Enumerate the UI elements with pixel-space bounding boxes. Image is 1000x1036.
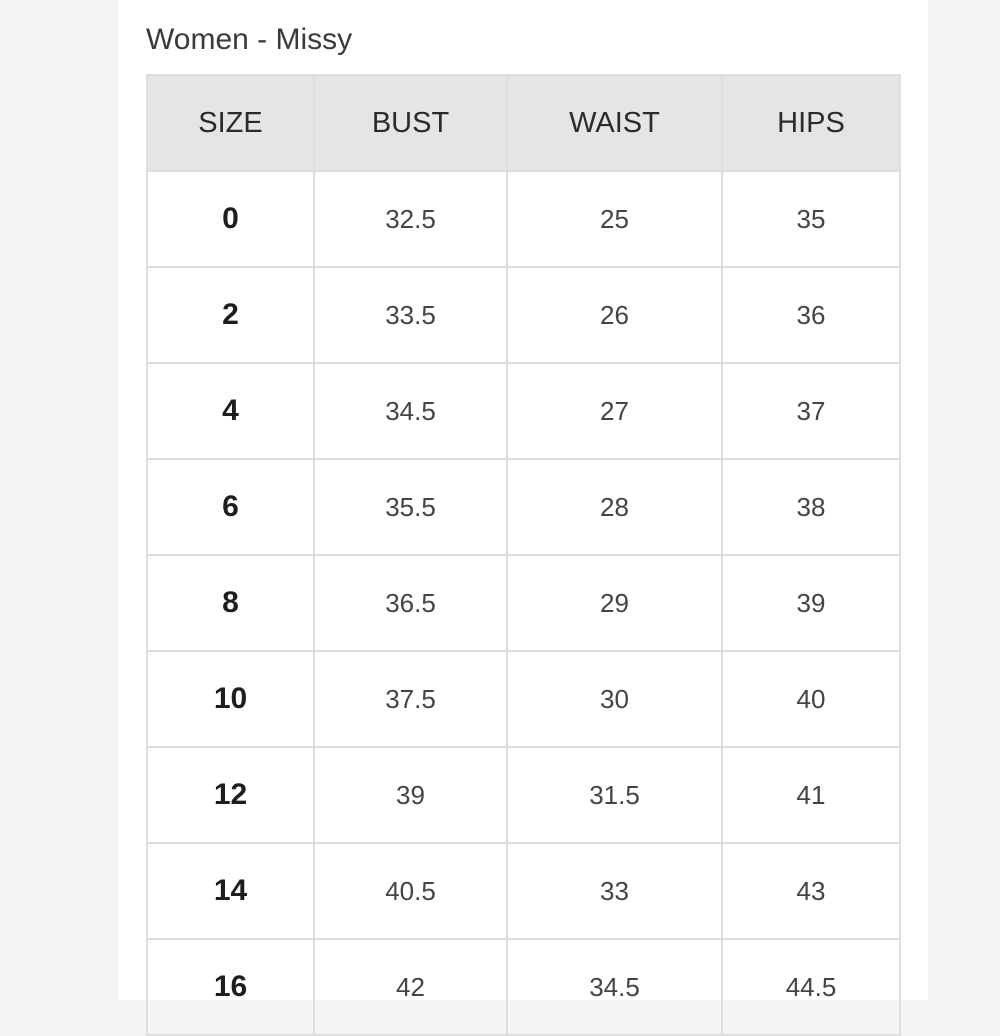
bust-cell: 33.5 bbox=[314, 267, 507, 363]
bust-cell: 42 bbox=[314, 939, 507, 1035]
size-cell: 10 bbox=[147, 651, 314, 747]
hips-cell: 43 bbox=[722, 843, 900, 939]
size-cell: 0 bbox=[147, 171, 314, 267]
waist-cell: 31.5 bbox=[507, 747, 722, 843]
bust-cell: 35.5 bbox=[314, 459, 507, 555]
size-cell: 2 bbox=[147, 267, 314, 363]
size-cell: 6 bbox=[147, 459, 314, 555]
table-row bbox=[147, 939, 900, 1035]
table-row bbox=[147, 459, 900, 555]
waist-cell: 34.5 bbox=[507, 939, 722, 1035]
header-bust: BUST bbox=[314, 75, 507, 171]
table-row bbox=[147, 363, 900, 459]
bust-cell: 32.5 bbox=[314, 171, 507, 267]
size-cell: 4 bbox=[147, 363, 314, 459]
hips-cell: 44.5 bbox=[722, 939, 900, 1035]
bust-cell: 36.5 bbox=[314, 555, 507, 651]
header-waist: WAIST bbox=[507, 75, 722, 171]
waist-cell: 33 bbox=[507, 843, 722, 939]
table-row bbox=[147, 267, 900, 363]
table-row bbox=[147, 747, 900, 843]
waist-cell: 29 bbox=[507, 555, 722, 651]
hips-cell: 37 bbox=[722, 363, 900, 459]
waist-cell: 30 bbox=[507, 651, 722, 747]
waist-cell: 26 bbox=[507, 267, 722, 363]
table-row bbox=[147, 555, 900, 651]
size-chart-table bbox=[146, 74, 901, 1036]
table-header-row bbox=[147, 75, 900, 171]
size-chart-title: Women - Missy bbox=[146, 23, 353, 56]
size-cell: 16 bbox=[147, 939, 314, 1035]
hips-cell: 35 bbox=[722, 171, 900, 267]
bust-cell: 40.5 bbox=[314, 843, 507, 939]
waist-cell: 28 bbox=[507, 459, 722, 555]
table-row bbox=[147, 171, 900, 267]
header-size: SIZE bbox=[147, 75, 314, 171]
bust-cell: 37.5 bbox=[314, 651, 507, 747]
hips-cell: 39 bbox=[722, 555, 900, 651]
waist-cell: 25 bbox=[507, 171, 722, 267]
header-hips: HIPS bbox=[722, 75, 900, 171]
size-cell: 14 bbox=[147, 843, 314, 939]
waist-cell: 27 bbox=[507, 363, 722, 459]
bust-cell: 39 bbox=[314, 747, 507, 843]
size-cell: 8 bbox=[147, 555, 314, 651]
hips-cell: 40 bbox=[722, 651, 900, 747]
table-row bbox=[147, 651, 900, 747]
size-cell: 12 bbox=[147, 747, 314, 843]
hips-cell: 36 bbox=[722, 267, 900, 363]
bust-cell: 34.5 bbox=[314, 363, 507, 459]
hips-cell: 38 bbox=[722, 459, 900, 555]
hips-cell: 41 bbox=[722, 747, 900, 843]
table-row bbox=[147, 843, 900, 939]
